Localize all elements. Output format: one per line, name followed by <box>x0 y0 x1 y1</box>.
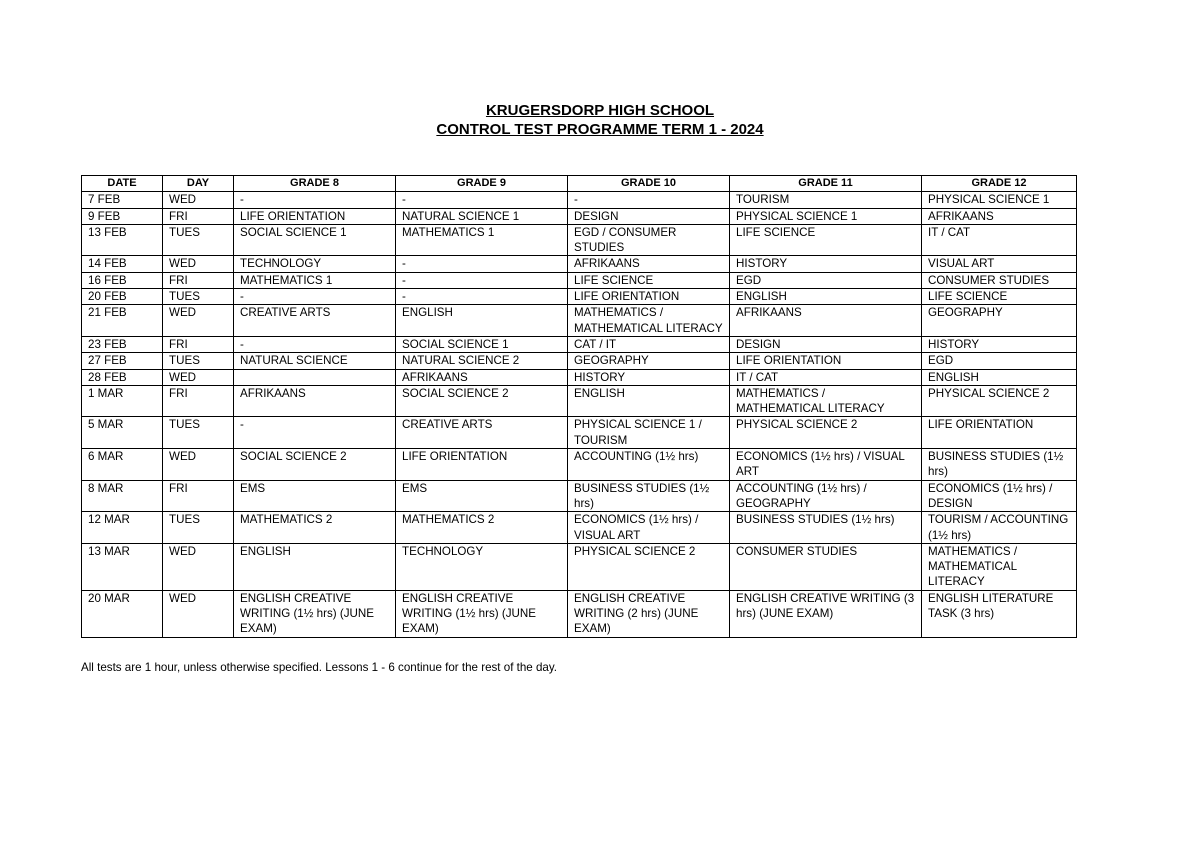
cell-grade-10: MATHEMATICS / MATHEMATICAL LITERACY <box>568 305 730 337</box>
cell-grade-12: HISTORY <box>922 336 1077 352</box>
cell-grade-11: TOURISM <box>730 192 922 208</box>
cell-grade-11: DESIGN <box>730 336 922 352</box>
cell-grade-12: CONSUMER STUDIES <box>922 272 1077 288</box>
cell-day: FRI <box>163 336 234 352</box>
column-header-date: DATE <box>82 176 163 192</box>
cell-grade-10: ENGLISH CREATIVE WRITING (2 hrs) (JUNE EXAM) <box>568 590 730 637</box>
cell-grade-8: MATHEMATICS 2 <box>234 512 396 544</box>
table-row <box>82 289 1077 305</box>
table-row <box>82 272 1077 288</box>
table-row <box>82 543 1077 590</box>
column-header-grade-10: GRADE 10 <box>568 176 730 192</box>
cell-grade-8: ENGLISH <box>234 543 396 590</box>
cell-grade-11: LIFE SCIENCE <box>730 224 922 256</box>
table-row <box>82 336 1077 352</box>
cell-grade-10: AFRIKAANS <box>568 256 730 272</box>
table-row <box>82 417 1077 449</box>
table-row <box>82 590 1077 637</box>
table-row <box>82 385 1077 417</box>
cell-date: 9 FEB <box>82 208 163 224</box>
cell-grade-9: - <box>396 256 568 272</box>
cell-grade-9: CREATIVE ARTS <box>396 417 568 449</box>
cell-grade-10: PHYSICAL SCIENCE 2 <box>568 543 730 590</box>
cell-grade-12: GEOGRAPHY <box>922 305 1077 337</box>
cell-grade-10: ACCOUNTING (1½ hrs) <box>568 449 730 481</box>
table-header <box>82 176 1077 192</box>
cell-day: WED <box>163 256 234 272</box>
cell-grade-12: ECONOMICS (1½ hrs) / DESIGN <box>922 480 1077 512</box>
cell-grade-10: BUSINESS STUDIES (1½ hrs) <box>568 480 730 512</box>
cell-grade-10: PHYSICAL SCIENCE 1 / TOURISM <box>568 417 730 449</box>
cell-day: WED <box>163 305 234 337</box>
cell-grade-9: ENGLISH CREATIVE WRITING (1½ hrs) (JUNE EXAM) <box>396 590 568 637</box>
cell-grade-12: TOURISM / ACCOUNTING (1½ hrs) <box>922 512 1077 544</box>
column-header-grade-8: GRADE 8 <box>234 176 396 192</box>
cell-day: TUES <box>163 224 234 256</box>
cell-date: 5 MAR <box>82 417 163 449</box>
cell-grade-10: CAT / IT <box>568 336 730 352</box>
cell-grade-11: MATHEMATICS / MATHEMATICAL LITERACY <box>730 385 922 417</box>
cell-grade-9: - <box>396 192 568 208</box>
cell-date: 13 MAR <box>82 543 163 590</box>
cell-date: 6 MAR <box>82 449 163 481</box>
cell-date: 27 FEB <box>82 353 163 369</box>
cell-grade-8: MATHEMATICS 1 <box>234 272 396 288</box>
cell-grade-8: CREATIVE ARTS <box>234 305 396 337</box>
cell-grade-9: NATURAL SCIENCE 1 <box>396 208 568 224</box>
column-header-grade-12: GRADE 12 <box>922 176 1077 192</box>
cell-grade-11: CONSUMER STUDIES <box>730 543 922 590</box>
table-row <box>82 305 1077 337</box>
cell-day: WED <box>163 590 234 637</box>
cell-day: TUES <box>163 353 234 369</box>
cell-grade-9: SOCIAL SCIENCE 2 <box>396 385 568 417</box>
cell-grade-10: EGD / CONSUMER STUDIES <box>568 224 730 256</box>
cell-grade-12: LIFE ORIENTATION <box>922 417 1077 449</box>
cell-grade-8: NATURAL SCIENCE <box>234 353 396 369</box>
cell-grade-8: SOCIAL SCIENCE 2 <box>234 449 396 481</box>
cell-grade-10: ECONOMICS (1½ hrs) / VISUAL ART <box>568 512 730 544</box>
cell-day: FRI <box>163 480 234 512</box>
cell-grade-8: TECHNOLOGY <box>234 256 396 272</box>
document-title <box>0 101 1200 139</box>
cell-grade-10: - <box>568 192 730 208</box>
cell-date: 7 FEB <box>82 192 163 208</box>
cell-day: WED <box>163 192 234 208</box>
cell-grade-11: PHYSICAL SCIENCE 1 <box>730 208 922 224</box>
cell-grade-10: HISTORY <box>568 369 730 385</box>
cell-grade-12: MATHEMATICS / MATHEMATICAL LITERACY <box>922 543 1077 590</box>
cell-grade-10: LIFE SCIENCE <box>568 272 730 288</box>
cell-grade-11: ECONOMICS (1½ hrs) / VISUAL ART <box>730 449 922 481</box>
cell-day: FRI <box>163 385 234 417</box>
table-row <box>82 192 1077 208</box>
cell-grade-11: LIFE ORIENTATION <box>730 353 922 369</box>
cell-grade-8: AFRIKAANS <box>234 385 396 417</box>
cell-grade-8: LIFE ORIENTATION <box>234 208 396 224</box>
cell-grade-11: BUSINESS STUDIES (1½ hrs) <box>730 512 922 544</box>
cell-grade-12: PHYSICAL SCIENCE 2 <box>922 385 1077 417</box>
cell-date: 20 MAR <box>82 590 163 637</box>
cell-grade-12: LIFE SCIENCE <box>922 289 1077 305</box>
cell-grade-9: MATHEMATICS 1 <box>396 224 568 256</box>
cell-grade-12: EGD <box>922 353 1077 369</box>
cell-grade-10: LIFE ORIENTATION <box>568 289 730 305</box>
cell-grade-12: ENGLISH <box>922 369 1077 385</box>
cell-grade-8: EMS <box>234 480 396 512</box>
cell-grade-12: IT / CAT <box>922 224 1077 256</box>
cell-date: 23 FEB <box>82 336 163 352</box>
cell-date: 20 FEB <box>82 289 163 305</box>
cell-grade-11: EGD <box>730 272 922 288</box>
cell-grade-11: HISTORY <box>730 256 922 272</box>
cell-date: 28 FEB <box>82 369 163 385</box>
cell-grade-8: ENGLISH CREATIVE WRITING (1½ hrs) (JUNE EXAM) <box>234 590 396 637</box>
footnote: All tests are 1 hour, unless otherwise specified. Lessons 1 - 6 continue for the rest of the day. <box>81 661 558 674</box>
cell-grade-11: ACCOUNTING (1½ hrs) / GEOGRAPHY <box>730 480 922 512</box>
cell-date: 1 MAR <box>82 385 163 417</box>
cell-grade-8: SOCIAL SCIENCE 1 <box>234 224 396 256</box>
table-row <box>82 449 1077 481</box>
cell-day: TUES <box>163 417 234 449</box>
cell-grade-11: IT / CAT <box>730 369 922 385</box>
cell-grade-11: AFRIKAANS <box>730 305 922 337</box>
cell-grade-11: ENGLISH <box>730 289 922 305</box>
cell-grade-9: ENGLISH <box>396 305 568 337</box>
cell-grade-8: - <box>234 192 396 208</box>
school-name: KRUGERSDORP HIGH SCHOOL <box>485 102 715 119</box>
table-row <box>82 256 1077 272</box>
cell-grade-9: EMS <box>396 480 568 512</box>
programme-title: CONTROL TEST PROGRAMME TERM 1 - 2024 <box>436 121 764 138</box>
test-schedule-table <box>81 175 1077 638</box>
table-body <box>82 192 1077 637</box>
table-row <box>82 480 1077 512</box>
table-row <box>82 224 1077 256</box>
cell-grade-8 <box>234 369 396 385</box>
column-header-day: DAY <box>163 176 234 192</box>
cell-grade-12: BUSINESS STUDIES (1½ hrs) <box>922 449 1077 481</box>
cell-grade-11: PHYSICAL SCIENCE 2 <box>730 417 922 449</box>
cell-grade-9: - <box>396 272 568 288</box>
cell-day: WED <box>163 369 234 385</box>
table-row <box>82 369 1077 385</box>
cell-grade-9: LIFE ORIENTATION <box>396 449 568 481</box>
cell-date: 12 MAR <box>82 512 163 544</box>
cell-day: WED <box>163 543 234 590</box>
cell-date: 8 MAR <box>82 480 163 512</box>
cell-grade-12: PHYSICAL SCIENCE 1 <box>922 192 1077 208</box>
cell-grade-9: AFRIKAANS <box>396 369 568 385</box>
table-row <box>82 208 1077 224</box>
table-row <box>82 353 1077 369</box>
cell-grade-8: - <box>234 417 396 449</box>
cell-grade-12: AFRIKAANS <box>922 208 1077 224</box>
cell-day: FRI <box>163 208 234 224</box>
cell-day: FRI <box>163 272 234 288</box>
table-row <box>82 512 1077 544</box>
cell-day: WED <box>163 449 234 481</box>
column-header-grade-9: GRADE 9 <box>396 176 568 192</box>
cell-grade-10: GEOGRAPHY <box>568 353 730 369</box>
cell-grade-11: ENGLISH CREATIVE WRITING (3 hrs) (JUNE EXAM) <box>730 590 922 637</box>
header-row <box>82 176 1077 192</box>
cell-grade-10: ENGLISH <box>568 385 730 417</box>
cell-day: TUES <box>163 512 234 544</box>
cell-date: 16 FEB <box>82 272 163 288</box>
cell-grade-8: - <box>234 289 396 305</box>
cell-grade-8: - <box>234 336 396 352</box>
column-header-grade-11: GRADE 11 <box>730 176 922 192</box>
cell-grade-9: SOCIAL SCIENCE 1 <box>396 336 568 352</box>
cell-day: TUES <box>163 289 234 305</box>
cell-grade-10: DESIGN <box>568 208 730 224</box>
cell-date: 13 FEB <box>82 224 163 256</box>
cell-grade-9: - <box>396 289 568 305</box>
cell-date: 21 FEB <box>82 305 163 337</box>
cell-grade-12: ENGLISH LITERATURE TASK (3 hrs) <box>922 590 1077 637</box>
cell-grade-12: VISUAL ART <box>922 256 1077 272</box>
cell-grade-9: TECHNOLOGY <box>396 543 568 590</box>
cell-date: 14 FEB <box>82 256 163 272</box>
cell-grade-9: NATURAL SCIENCE 2 <box>396 353 568 369</box>
cell-grade-9: MATHEMATICS 2 <box>396 512 568 544</box>
